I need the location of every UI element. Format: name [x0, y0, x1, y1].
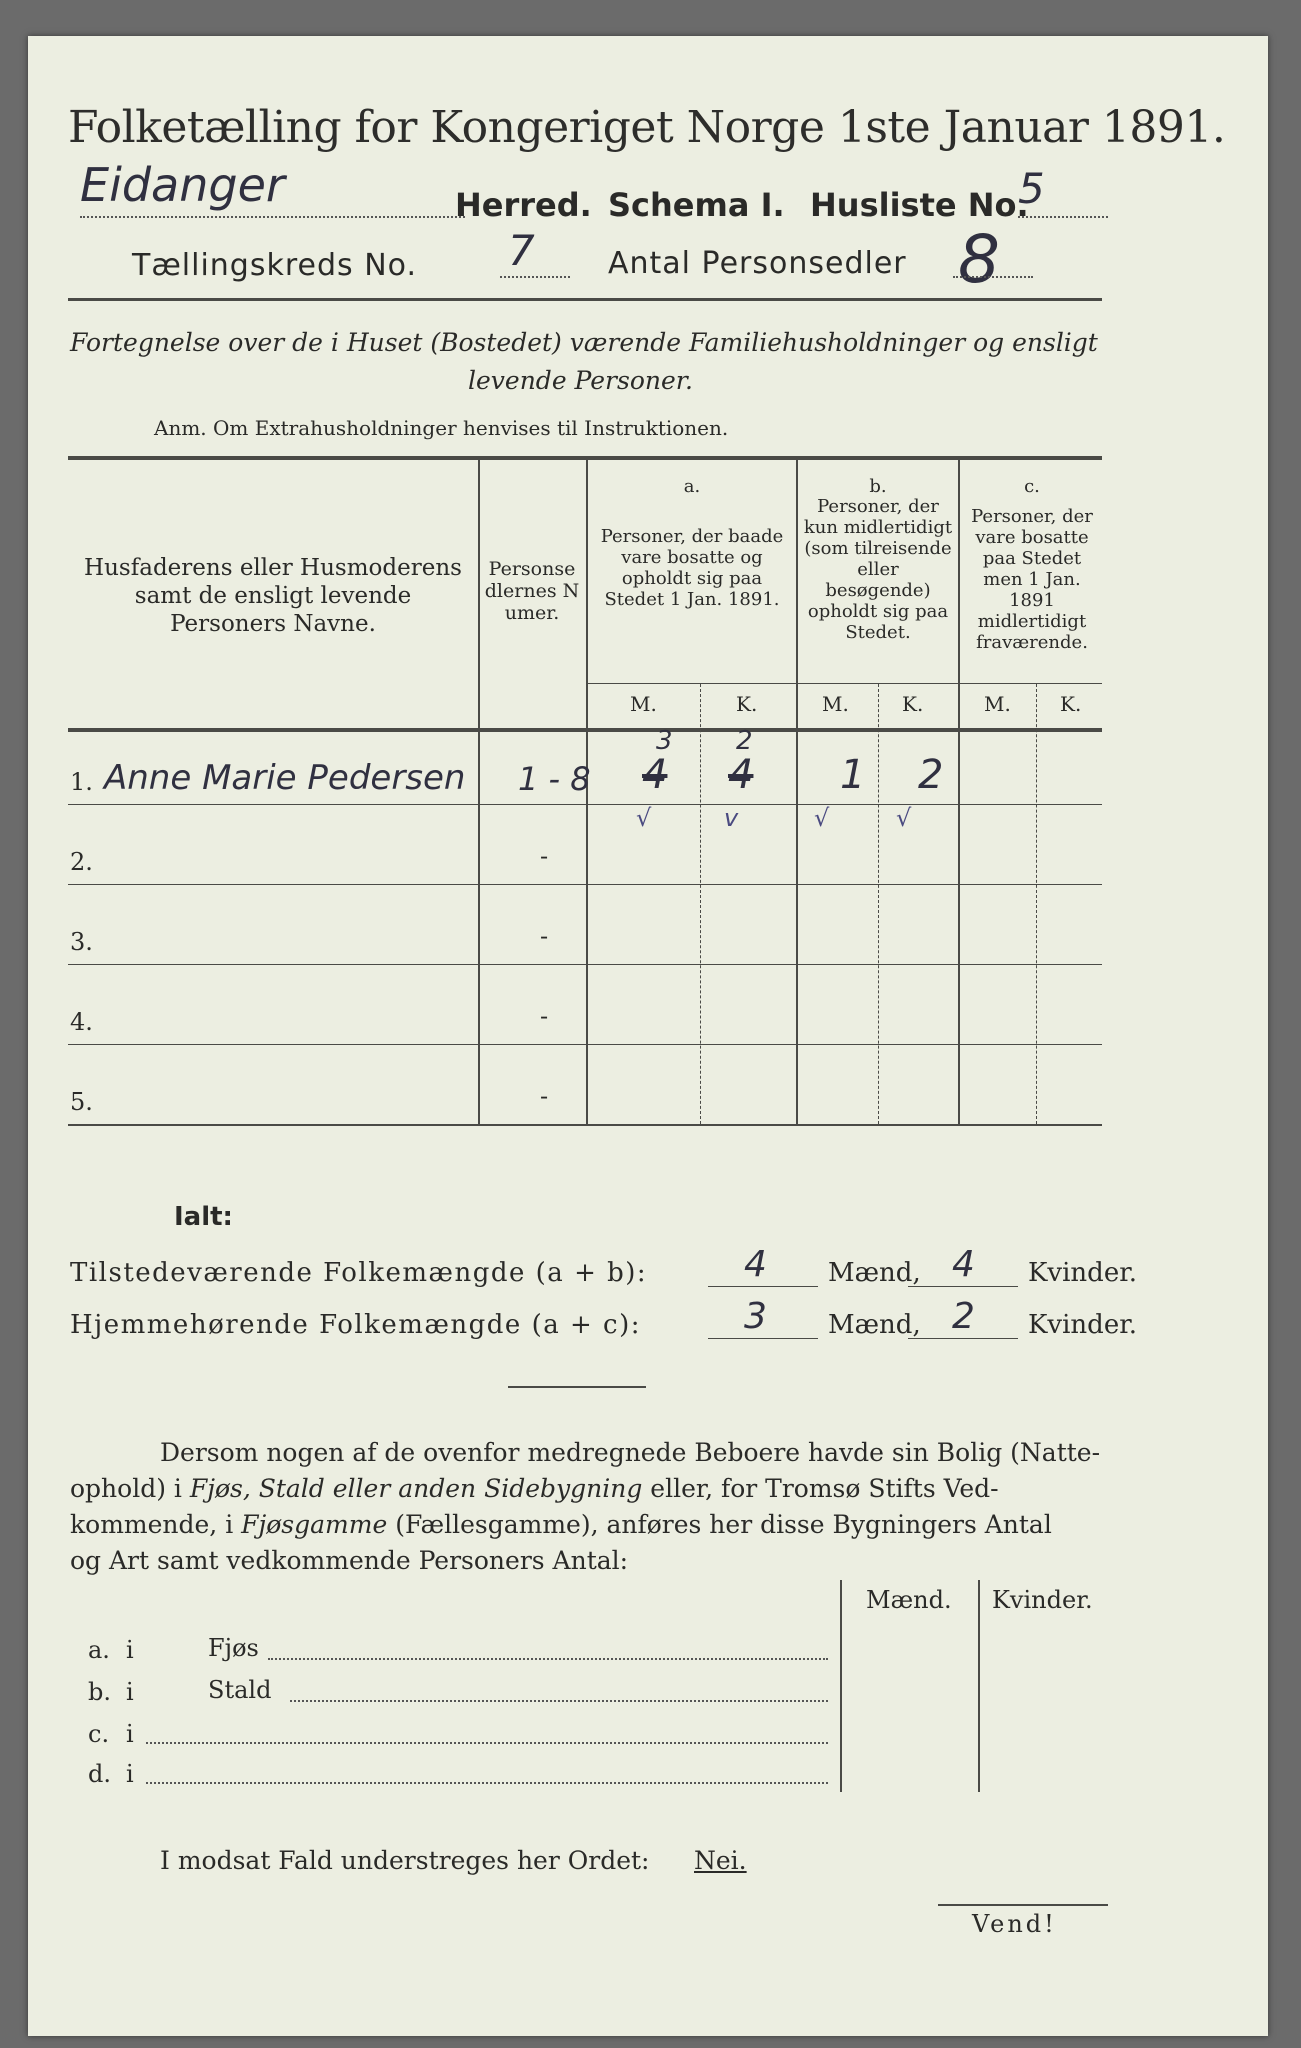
col-b-m: M.	[822, 692, 849, 716]
totals-line-2-m: 3	[744, 1296, 767, 1337]
kreds-dotted-line	[500, 276, 570, 278]
buildings-col-divider-2	[978, 1580, 980, 1792]
mk-divider-b	[878, 684, 879, 1124]
item-b-dotted-line	[290, 1700, 828, 1702]
col-c-m: M.	[984, 692, 1011, 716]
totals-line-2-maend: Mænd,	[828, 1310, 921, 1340]
col-a-k: K.	[736, 692, 758, 716]
para-line-4: og Art samt vedkommende Personers Antal:	[70, 1546, 629, 1575]
row-b-m: 1	[840, 752, 866, 798]
row-b-k: 2	[918, 752, 944, 798]
col-a-m: M.	[630, 692, 657, 716]
row-rule-2	[68, 884, 1102, 885]
checkmark-icon: √	[896, 804, 912, 832]
kreds-label: Tællingskreds No.	[132, 248, 417, 283]
row-a-m-note: 3	[656, 726, 673, 756]
checkmark-icon: v	[724, 804, 739, 832]
col-header-b-letter: b.	[869, 476, 887, 497]
row-numer: -	[540, 922, 549, 950]
vend-rule	[938, 1904, 1108, 1906]
antal-label: Antal Personsedler	[608, 246, 907, 281]
checkmark-icon: √	[814, 804, 830, 832]
totals-line-2-m-underline	[708, 1338, 818, 1339]
col-c-k: K.	[1060, 692, 1082, 716]
totals-line-2-kvinder: Kvinder.	[1028, 1310, 1138, 1340]
totals-line-2-k: 2	[952, 1296, 975, 1337]
item-a-label: Fjøs	[208, 1634, 259, 1662]
item-b-letter: b.	[88, 1678, 111, 1706]
buildings-col-divider-1	[840, 1580, 842, 1792]
modsat-label: I modsat Fald understreges her Ordet:	[160, 1846, 650, 1875]
section-divider	[508, 1386, 646, 1388]
item-d-i: i	[126, 1760, 134, 1788]
para-line-2	[70, 1474, 999, 1503]
para-line-2-a: ophold) i	[70, 1474, 190, 1503]
item-b-label: Stald	[208, 1676, 272, 1704]
row-number: 4.	[70, 1008, 93, 1036]
mk-rule	[586, 683, 1102, 684]
census-form-page	[28, 36, 1268, 2036]
totals-line-1-maend: Mænd,	[828, 1258, 921, 1288]
col-b-k: K.	[902, 692, 924, 716]
totals-line-1-kvinder: Kvinder.	[1028, 1258, 1138, 1288]
row-rule-1	[68, 804, 1102, 805]
para-line-3	[70, 1510, 1052, 1539]
table-top-rule	[68, 456, 1102, 460]
intro-line-2: levende Personer.	[468, 366, 693, 395]
kreds-value: 7	[508, 226, 535, 275]
row-number: 1.	[70, 768, 93, 796]
item-d-letter: d.	[88, 1760, 111, 1788]
mk-divider-a	[700, 684, 701, 1124]
checkmark-icon: √	[636, 804, 652, 832]
col-header-b: Personer, der kun midlertidigt (som tilreisende eller besøgende) opholdt sig paa Stedet.	[803, 496, 953, 643]
row-name: Anne Marie Pedersen	[104, 758, 466, 798]
husliste-dotted-line	[1018, 216, 1108, 218]
row-rule-3	[68, 964, 1102, 965]
col-header-names: Husfaderens eller Husmoderens samt de ensligt levende Personers Navne.	[84, 555, 462, 637]
totals-line-1-m: 4	[744, 1244, 767, 1285]
table-header-rule	[68, 728, 1102, 732]
ialt-label: Ialt:	[174, 1202, 233, 1232]
row-a-m: 4	[642, 752, 668, 798]
schema-label: Schema I.	[608, 186, 785, 224]
row-numer: -	[540, 1002, 549, 1030]
item-c-dotted-line	[146, 1742, 828, 1744]
para-line-1: Dersom nogen af de ovenfor medregnede Beboere havde sin Bolig (Natte-	[160, 1438, 1101, 1467]
row-number: 3.	[70, 928, 93, 956]
col-divider-4	[958, 460, 960, 1124]
item-a-dotted-line	[268, 1658, 828, 1660]
row-numer: 1 - 8	[518, 760, 591, 798]
header-rule	[68, 298, 1102, 301]
row-rule-4	[68, 1044, 1102, 1045]
herred-value: Eidanger	[80, 158, 285, 212]
para-line-2-b: Fjøs, Stald eller anden Sidebygning	[189, 1474, 643, 1503]
item-a-i: i	[126, 1636, 134, 1664]
row-numer: -	[540, 842, 549, 870]
vend-label: Vend!	[972, 1910, 1057, 1938]
item-b-i: i	[126, 1678, 134, 1706]
row-a-k: 4	[728, 752, 754, 798]
antal-value: 8	[958, 221, 1000, 298]
herred-label: Herred.	[455, 186, 592, 224]
form-title: Folketælling for Kongeriget Norge 1ste Januar 1891.	[68, 102, 1226, 153]
col-header-a: Personer, der baade vare bosatte og opholdt sig paa Stedet 1 Jan. 1891.	[600, 526, 784, 610]
row-number: 2.	[70, 848, 93, 876]
col-divider-1	[478, 460, 480, 1124]
row-a-k-note: 2	[736, 726, 753, 756]
totals-line-1-m-underline	[708, 1286, 818, 1287]
col-header-numer: Personsedlernes Numer.	[484, 558, 580, 624]
col-divider-3	[796, 460, 798, 1124]
col-header-a-letter: a.	[683, 476, 701, 497]
totals-line-1-k-underline	[908, 1286, 1018, 1287]
item-d-dotted-line	[146, 1782, 828, 1784]
anm-note: Anm. Om Extrahusholdninger henvises til Instruktionen.	[154, 416, 729, 440]
item-c-letter: c.	[88, 1720, 110, 1748]
intro-line-1: Fortegnelse over de i Huset (Bostedet) værende Familiehusholdninger og ensligt	[70, 328, 1098, 357]
para-line-2-c: eller, for Tromsø Stifts Ved-	[642, 1474, 999, 1503]
row-numer: -	[540, 1082, 549, 1110]
col-header-c-letter: c.	[1024, 476, 1040, 497]
antal-dotted-line	[953, 276, 1033, 278]
buildings-col-maend: Mænd.	[866, 1586, 952, 1614]
col-header-c: Personer, der vare bosatte paa Stedet men 1 Jan. 1891 midlertidigt fraværende.	[971, 506, 1093, 653]
husliste-label: Husliste No.	[810, 186, 1029, 224]
para-line-3-b: Fjøsgamme	[241, 1510, 388, 1539]
herred-dotted-line	[80, 216, 465, 218]
husliste-value: 5	[1018, 164, 1045, 213]
para-line-3-a: kommende, i	[70, 1510, 242, 1539]
para-line-3-c: (Fællesgamme), anføres her disse Bygningers Antal	[387, 1510, 1052, 1539]
item-c-i: i	[126, 1720, 134, 1748]
totals-line-1-label: Tilstedeværende Folkemængde (a + b):	[70, 1258, 648, 1288]
row-number: 5.	[70, 1088, 93, 1116]
mk-divider-c	[1036, 684, 1037, 1124]
totals-line-2-k-underline	[908, 1338, 1018, 1339]
modsat-word: Nei.	[694, 1846, 747, 1875]
item-a-letter: a.	[88, 1636, 110, 1664]
buildings-col-kvinder: Kvinder.	[992, 1586, 1093, 1614]
totals-line-2-label: Hjemmehørende Folkemængde (a + c):	[70, 1310, 641, 1340]
totals-line-1-k: 4	[952, 1244, 975, 1285]
table-bottom-rule	[68, 1124, 1102, 1126]
